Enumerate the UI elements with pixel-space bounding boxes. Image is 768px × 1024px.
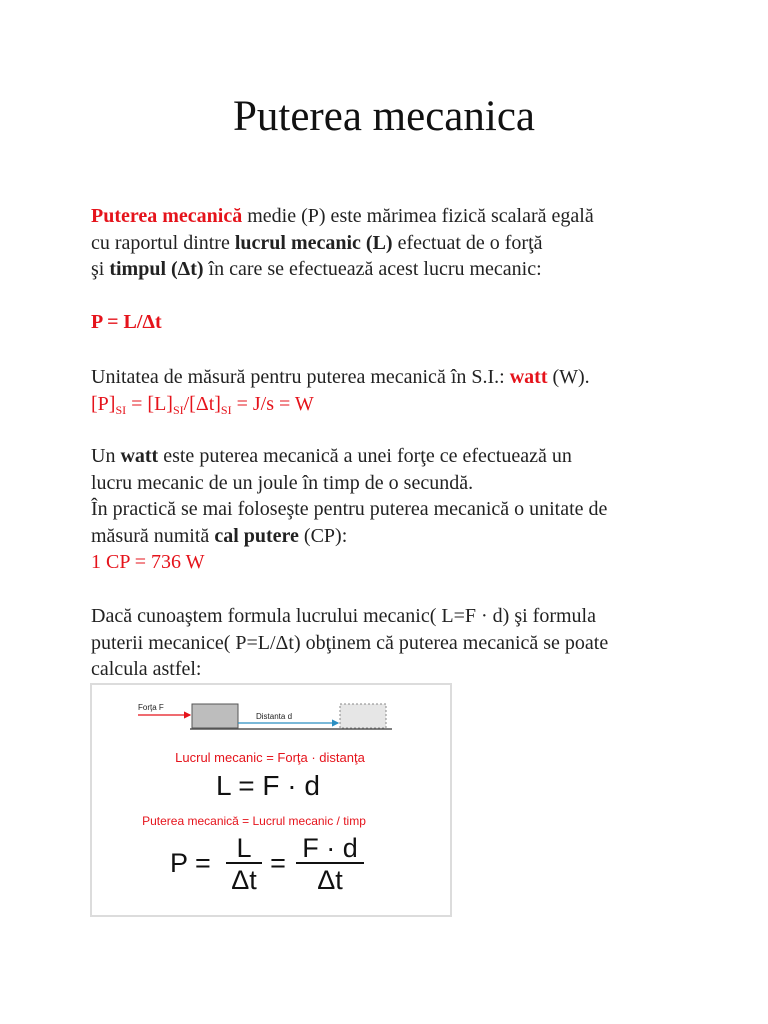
work-caption: Lucrul mecanic = Forţa · distanţa xyxy=(175,750,365,765)
text-span: /[Δt] xyxy=(183,392,221,415)
power-formula: P = L/Δt xyxy=(91,311,162,333)
power-lhs: P = xyxy=(170,848,211,878)
text-span: efectuat de o forţă xyxy=(392,231,543,254)
derivation-paragraph xyxy=(91,603,691,683)
distance-label: Distanta d xyxy=(256,712,293,721)
block-start xyxy=(192,704,238,728)
definition-line-1 xyxy=(91,203,691,230)
text-span: cu raportul dintre xyxy=(91,231,235,254)
subscript: SI xyxy=(172,402,184,417)
definition-line-2 xyxy=(91,230,691,257)
derivation-line-2: puterii mecanice( P=L/Δt) obţinem că puterea mecanică se poate xyxy=(91,631,609,654)
power-caption: Puterea mecanică = Lucrul mecanic / timp xyxy=(142,814,366,828)
watt-line-3: În practică se mai foloseşte pentru puterea mecanică o unitate de xyxy=(91,498,608,520)
bold-term: cal putere xyxy=(214,524,299,547)
derivation-line-3: calcula astfel: xyxy=(91,658,202,680)
text-span: = [L] xyxy=(126,392,173,415)
fraction-2-denominator: Δt xyxy=(317,865,343,895)
force-label: Forţa F xyxy=(138,703,164,712)
bold-term: timpul (Δt) xyxy=(109,258,204,280)
watt-line-4 xyxy=(91,523,691,550)
subscript: SI xyxy=(220,402,232,417)
text-span: (CP): xyxy=(298,524,348,547)
work-formula: L = F · d xyxy=(215,770,321,801)
fraction-1-denominator: Δt xyxy=(231,865,257,895)
derivation-line-1: Dacă cunoaştem formula lucrului mecanic( L=F · d) şi formula xyxy=(91,605,596,627)
watt-highlight: watt xyxy=(509,366,548,388)
page-title: Puterea mecanica xyxy=(232,93,535,140)
text-span: Un xyxy=(91,445,121,467)
text-span: [P] xyxy=(91,392,116,415)
si-unit-line xyxy=(91,391,691,418)
watt-line-1 xyxy=(91,443,691,470)
watt-definition-paragraph xyxy=(91,443,691,576)
unit-paragraph xyxy=(91,364,691,417)
text-span: este puterea mecanică a unei forţe ce efectuează un xyxy=(158,445,572,467)
unit-line xyxy=(91,364,691,391)
equals-sign: = xyxy=(270,848,286,878)
text-span: şi xyxy=(91,258,110,280)
text-span: Unitatea de măsură pentru puterea mecanică în S.I.: xyxy=(91,366,510,388)
term-highlight: Puterea mecanică xyxy=(91,205,243,227)
fraction-1-numerator: L xyxy=(236,833,252,863)
definition-paragraph xyxy=(91,203,691,283)
text-span: măsură numită xyxy=(91,524,215,547)
watt-line-2: lucru mecanic de un joule în timp de o secundă. xyxy=(91,471,474,494)
bold-term: lucrul mecanic (L) xyxy=(234,231,393,254)
text-span: în care se efectuează acest lucru mecanic: xyxy=(203,258,542,280)
cp-equivalence: 1 CP = 736 W xyxy=(91,551,205,573)
text-span: (W). xyxy=(547,366,590,388)
bold-term: watt xyxy=(120,445,159,467)
text-span: medie (P) este mărimea fizică scalară egală xyxy=(242,205,594,227)
work-diagram xyxy=(92,685,450,915)
block-end xyxy=(340,704,386,728)
fraction-2-numerator: F · d xyxy=(302,833,358,863)
formula-figure xyxy=(90,683,452,917)
subscript: SI xyxy=(115,402,127,417)
definition-line-3 xyxy=(91,256,691,283)
text-span: = J/s = W xyxy=(231,392,314,415)
